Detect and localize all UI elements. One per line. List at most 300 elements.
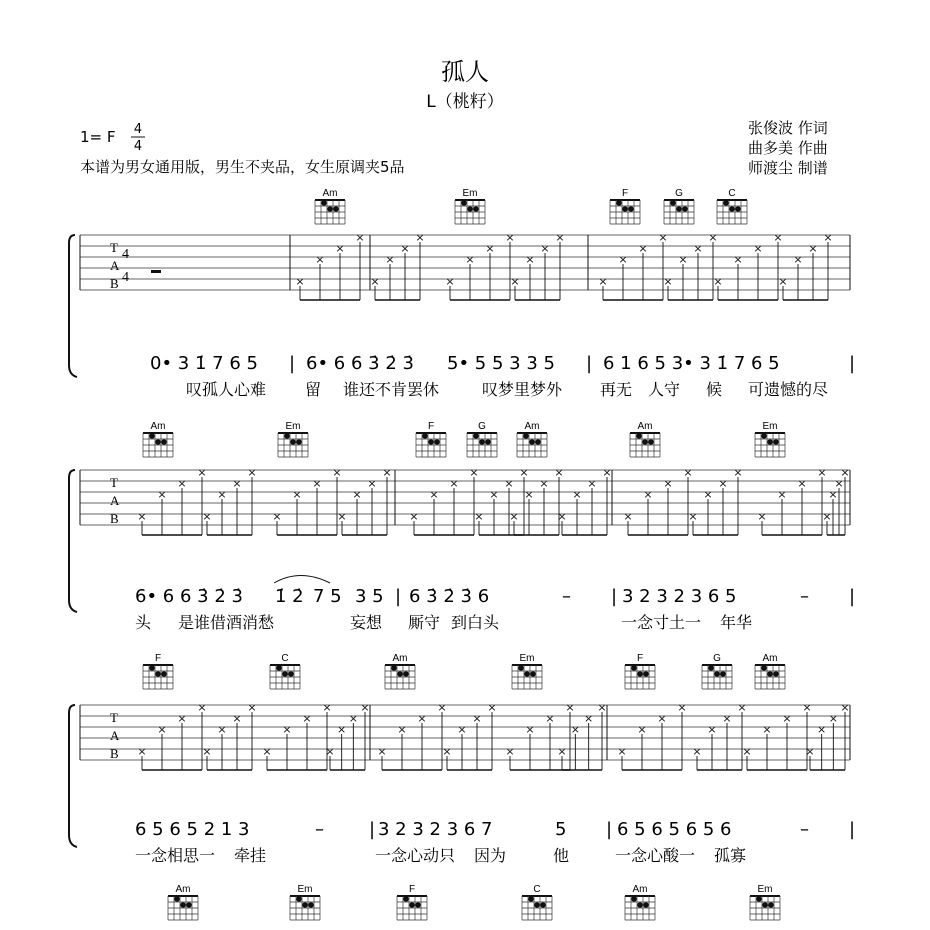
tab-note-x: ×: [554, 466, 564, 479]
chord-finger-dot: [180, 902, 186, 908]
tab-note-x: ×: [409, 510, 419, 523]
tab-clef-t: T: [110, 240, 118, 255]
lyric: 因为: [474, 846, 507, 865]
tab-clef-b: B: [110, 511, 119, 526]
lyric: 一念心动只: [375, 846, 456, 865]
chord-finger-dot: [622, 206, 628, 212]
tab-clef-a: A: [110, 728, 120, 743]
chord-finger-dot: [523, 433, 529, 439]
sustain-dash: –: [315, 819, 324, 840]
chord-finger-dot: [155, 671, 161, 677]
chord-finger-dot: [428, 439, 434, 445]
tab-note-x: ×: [197, 466, 207, 479]
chord-finger-dot: [485, 439, 491, 445]
lyric: 妄想: [350, 613, 383, 632]
tab-note-x: ×: [683, 466, 693, 479]
chord-finger-dot: [186, 902, 192, 908]
chord-finger-dot: [643, 671, 649, 677]
tab-note-x: ×: [449, 477, 459, 490]
tab-note-x: ×: [322, 701, 332, 714]
tab-note-x: ×: [312, 477, 322, 490]
tab-note-x: ×: [545, 712, 555, 725]
chord-finger-dot: [530, 671, 536, 677]
barline: |: [289, 353, 296, 374]
chord-finger-dot: [648, 439, 654, 445]
barline: |: [606, 819, 613, 840]
chord-name: Em: [762, 421, 778, 432]
lyric: 再无: [600, 380, 633, 399]
tab-note-x: ×: [247, 466, 257, 479]
tab-note-x: ×: [157, 488, 167, 501]
chord-finger-dot: [302, 902, 308, 908]
rest-mark: [151, 270, 161, 273]
tab-note-x: ×: [302, 712, 312, 725]
chord-finger-dot: [720, 671, 726, 677]
key-signature: [80, 122, 145, 154]
chord-finger-dot: [735, 206, 741, 212]
tab-note-x: ×: [442, 745, 452, 758]
notation-1b: 6• 6 6 3̇ 2̇ 3̇: [306, 353, 414, 374]
tab-note-x: ×: [352, 488, 362, 501]
tab-note-x: ×: [505, 231, 515, 244]
tab-note-x: ×: [793, 253, 803, 266]
tab-note-x: ×: [524, 488, 534, 501]
barline: |: [849, 819, 856, 840]
system-bracket: [69, 235, 77, 377]
chord-finger-dot: [290, 439, 296, 445]
notation-3a: 6 5 6 5 2 1 3: [135, 819, 250, 840]
tab-note-x: ×: [469, 466, 479, 479]
tab-note-x: ×: [355, 231, 365, 244]
chord-name: Am: [632, 884, 648, 895]
tab-note-x: ×: [617, 745, 627, 758]
chord-name: F: [427, 421, 435, 432]
tab-note-x: ×: [817, 723, 827, 736]
chord-finger-dot: [616, 200, 622, 206]
tab-note-x: ×: [677, 701, 687, 714]
sustain-dash: –: [562, 586, 571, 607]
system-bracket: [69, 705, 77, 847]
tab-note-x: ×: [315, 253, 325, 266]
chord-finger-dot: [415, 902, 421, 908]
tab-note-x: ×: [487, 701, 497, 714]
tab-note-x: ×: [618, 253, 628, 266]
tab-note-x: ×: [742, 745, 752, 758]
chord-finger-dot: [768, 902, 774, 908]
chord-finger-dot: [642, 439, 648, 445]
chord-finger-dot: [670, 200, 676, 206]
notation-2a: 6• 6 6 3̇ 2̇ 3̇: [135, 586, 243, 607]
chord-finger-dot: [155, 439, 161, 445]
notation-1d: 6 1 6 5 3• 3 1̇ 7 6 5: [603, 353, 780, 374]
tab-note-x: ×: [177, 477, 187, 490]
tab-note-x: ×: [519, 466, 529, 479]
tab-note-x: ×: [474, 510, 484, 523]
tab-note-x: ×: [217, 723, 227, 736]
tab-note-x: ×: [437, 701, 447, 714]
chord-name: F: [408, 884, 416, 895]
tab-note-x: ×: [597, 701, 607, 714]
notation-2c: 7 5: [313, 586, 342, 607]
time-numerator: 4: [133, 122, 143, 137]
tab-note-x: ×: [797, 477, 807, 490]
chord-finger-dot: [729, 206, 735, 212]
chord-name: Am: [392, 653, 408, 664]
tab-note-x: ×: [598, 275, 608, 288]
chord-name: Am: [762, 653, 778, 664]
tab-note-x: ×: [539, 477, 549, 490]
system-3: [69, 653, 855, 865]
barline: |: [849, 353, 856, 374]
chord-name: C: [281, 653, 289, 664]
tab-note-x: ×: [445, 275, 455, 288]
lyric: 是谁借酒消愁: [178, 613, 275, 632]
lyric: 一念相思一: [135, 846, 216, 865]
lyric: 孤寡: [714, 846, 747, 865]
tab-note-x: ×: [808, 242, 818, 255]
sustain-dash: –: [800, 819, 809, 840]
lyric: 牵挂: [234, 846, 267, 865]
notation-1a: 0• 3 1̇ 7 6 5: [150, 353, 258, 374]
barline: |: [849, 586, 856, 607]
chord-finger-dot: [761, 665, 767, 671]
tab-note-x: ×: [707, 723, 717, 736]
tab-note-x: ×: [505, 745, 515, 758]
tab-note-x: ×: [137, 745, 147, 758]
tab-note-x: ×: [602, 466, 612, 479]
chord-finger-dot: [714, 671, 720, 677]
chord-name: Am: [150, 421, 166, 432]
tab-note-x: ×: [295, 275, 305, 288]
notation-2b: 1̇ 2̇: [275, 586, 304, 607]
tab-note-x: ×: [232, 477, 242, 490]
tab-clef-a: A: [110, 493, 120, 508]
chord-finger-dot: [524, 671, 530, 677]
tab-note-x: ×: [337, 510, 347, 523]
tab-note-x: ×: [382, 466, 392, 479]
chord-finger-dot: [767, 671, 773, 677]
tab-note-x: ×: [658, 231, 668, 244]
barline: |: [395, 586, 402, 607]
tab-note-x: ×: [472, 712, 482, 725]
tab-note-x: ×: [504, 477, 514, 490]
tab-note-x: ×: [292, 488, 302, 501]
chord-finger-dot: [473, 433, 479, 439]
tab-note-x: ×: [137, 510, 147, 523]
chord-finger-dot: [529, 439, 535, 445]
tab-note-x: ×: [817, 466, 827, 479]
tab-note-x: ×: [525, 253, 535, 266]
tab-note-x: ×: [510, 275, 520, 288]
system-4: [168, 884, 780, 920]
chord-finger-dot: [540, 902, 546, 908]
chord-name: Am: [175, 884, 191, 895]
song-title: 孤人: [441, 58, 489, 86]
tab-note-x: ×: [834, 477, 844, 490]
tab-note-x: ×: [540, 242, 550, 255]
tab-note-x: ×: [272, 510, 282, 523]
chord-finger-dot: [321, 200, 327, 206]
chord-name: Em: [285, 421, 301, 432]
tab-note-x: ×: [823, 231, 833, 244]
tab-note-x: ×: [762, 723, 772, 736]
notation-2e: 6 3̇ 2̇ 3̇ 6: [409, 586, 490, 607]
tab-note-x: ×: [360, 701, 370, 714]
tab-note-x: ×: [489, 488, 499, 501]
chord-finger-dot: [296, 439, 302, 445]
tab-note-x: ×: [782, 712, 792, 725]
chord-finger-dot: [628, 206, 634, 212]
lyric: 可遗憾的尽: [748, 380, 829, 399]
tab-note-x: ×: [828, 712, 838, 725]
tab-note-x: ×: [565, 701, 575, 714]
tab-note-x: ×: [708, 231, 718, 244]
chord-finger-dot: [518, 665, 524, 671]
tab-note-x: ×: [262, 745, 272, 758]
tab-note-x: ×: [485, 242, 495, 255]
chord-finger-dot: [149, 433, 155, 439]
chord-finger-dot: [282, 671, 288, 677]
notation-3d: 6 5 6 5 6 5 6: [617, 819, 732, 840]
tab-note-x: ×: [335, 242, 345, 255]
chord-name: Am: [322, 188, 338, 199]
system-bracket: [69, 470, 77, 612]
chord-finger-dot: [761, 433, 767, 439]
tab-note-x: ×: [623, 510, 633, 523]
notation-2d: 3 5: [355, 586, 384, 607]
chord-finger-dot: [434, 439, 440, 445]
time-denominator: 4: [133, 139, 143, 154]
tab-note-x: ×: [733, 466, 743, 479]
tab-note-x: ×: [202, 745, 212, 758]
tab-note-x: ×: [693, 242, 703, 255]
notation-2f: 3 2 3 2 3 6 5: [622, 586, 737, 607]
lyric: 他: [553, 846, 570, 865]
tab-note-x: ×: [557, 510, 567, 523]
lyric: 头: [135, 613, 152, 632]
credit-arranger: 师渡尘 制谱: [748, 159, 828, 177]
tab-note-x: ×: [587, 477, 597, 490]
tab-note-x: ×: [840, 466, 850, 479]
chord-diagrams-4: [168, 884, 780, 920]
tab-note-x: ×: [637, 723, 647, 736]
lyric: 叹梦里梦外: [482, 380, 563, 399]
lyric: 到白头: [451, 613, 500, 632]
tab-clef-b: B: [110, 746, 119, 761]
tab-note-x: ×: [367, 477, 377, 490]
tab-note-x: ×: [713, 275, 723, 288]
chord-finger-dot: [461, 200, 467, 206]
chord-name: G: [713, 653, 721, 664]
chord-finger-dot: [708, 665, 714, 671]
tab-note-x: ×: [202, 510, 212, 523]
chord-finger-dot: [682, 206, 688, 212]
tie-arc: [274, 576, 330, 584]
chord-finger-dot: [276, 665, 282, 671]
tab-note-x: ×: [348, 712, 358, 725]
chord-finger-dot: [528, 896, 534, 902]
song-artist: L（桃籽）: [426, 92, 504, 112]
chord-finger-dot: [403, 896, 409, 902]
chord-finger-dot: [296, 896, 302, 902]
chord-finger-dot: [773, 671, 779, 677]
chord-finger-dot: [636, 433, 642, 439]
chord-name: Em: [462, 188, 478, 199]
tab-clef-a: A: [110, 258, 120, 273]
tab-note-x: ×: [828, 488, 838, 501]
chord-finger-dot: [637, 902, 643, 908]
chord-name: Em: [297, 884, 313, 895]
lyric: 候: [706, 380, 723, 399]
chord-finger-dot: [409, 902, 415, 908]
tab-note-x: ×: [840, 701, 850, 714]
chord-diagrams-3: [143, 653, 785, 689]
tab-note-x: ×: [555, 231, 565, 244]
tab-note-x: ×: [663, 477, 673, 490]
tab-note-x: ×: [325, 745, 335, 758]
tab-note-x: ×: [638, 242, 648, 255]
tab-note-x: ×: [733, 253, 743, 266]
chord-name: Em: [757, 884, 773, 895]
tab-note-x: ×: [737, 701, 747, 714]
chord-name: C: [533, 884, 541, 895]
chord-finger-dot: [762, 902, 768, 908]
tab-note-x: ×: [678, 253, 688, 266]
tab-note-x: ×: [377, 745, 387, 758]
chord-finger-dot: [288, 671, 294, 677]
tab-note-x: ×: [718, 477, 728, 490]
tab-note-x: ×: [177, 712, 187, 725]
tab-clef-t: T: [110, 475, 118, 490]
chord-finger-dot: [284, 433, 290, 439]
chord-name: Am: [637, 421, 653, 432]
lyric: 人守: [648, 380, 681, 399]
chord-name: C: [728, 188, 736, 199]
lyric: 一念心酸一: [615, 846, 696, 865]
tab-note-x: ×: [157, 723, 167, 736]
chord-name: F: [636, 653, 644, 664]
notation-1c: 5• 5 5 3 3 5: [447, 353, 555, 374]
lyric: 叹孤人心难: [186, 380, 267, 399]
chord-finger-dot: [631, 665, 637, 671]
barline: |: [369, 819, 376, 840]
chord-name: G: [478, 421, 486, 432]
tab-note-x: ×: [663, 275, 673, 288]
notation-3b: 3 2 3 2 3 6 7: [378, 819, 493, 840]
chord-name: G: [675, 188, 683, 199]
lyric: 厮守: [408, 613, 441, 632]
chord-finger-dot: [397, 671, 403, 677]
tab-note-x: ×: [657, 712, 667, 725]
tab-note-x: ×: [757, 510, 767, 523]
tab-note-x: ×: [217, 488, 227, 501]
tab-note-x: ×: [822, 510, 832, 523]
chord-diagrams-2: [143, 421, 785, 457]
chord-finger-dot: [161, 439, 167, 445]
tab-note-x: ×: [703, 488, 713, 501]
notation-3c: 5: [555, 819, 567, 840]
chord-finger-dot: [391, 665, 397, 671]
chord-name: F: [621, 188, 629, 199]
tab-clef-t: T: [110, 710, 118, 725]
tab-note-x: ×: [688, 510, 698, 523]
tab-note-x: ×: [778, 275, 788, 288]
chord-finger-dot: [631, 896, 637, 902]
system-1: [69, 188, 855, 399]
tab-note-x: ×: [692, 745, 702, 758]
tab-note-x: ×: [777, 488, 787, 501]
chord-finger-dot: [773, 439, 779, 445]
tab-note-x: ×: [332, 466, 342, 479]
tab-note-x: ×: [773, 231, 783, 244]
credit-lyricist: 张俊波 作词: [748, 119, 828, 137]
chord-finger-dot: [767, 439, 773, 445]
tab-note-x: ×: [570, 723, 580, 736]
system-2: [69, 421, 855, 632]
tab-note-x: ×: [557, 745, 567, 758]
tab-note-x: ×: [282, 723, 292, 736]
tab-note-x: ×: [802, 701, 812, 714]
tab-note-x: ×: [337, 723, 347, 736]
tab-note-x: ×: [197, 701, 207, 714]
tab-note-x: ×: [385, 253, 395, 266]
chord-finger-dot: [676, 206, 682, 212]
chord-finger-dot: [161, 671, 167, 677]
tab-note-x: ×: [465, 253, 475, 266]
chord-finger-dot: [422, 433, 428, 439]
chord-finger-dot: [149, 665, 155, 671]
chord-finger-dot: [756, 896, 762, 902]
chord-finger-dot: [174, 896, 180, 902]
chord-finger-dot: [643, 902, 649, 908]
chord-finger-dot: [534, 902, 540, 908]
capo-note: 本谱为男女通用版，男生不夹品，女生原调夹5品: [80, 158, 405, 176]
key-label: 1= F: [80, 128, 116, 146]
credit-composer: 曲多美 作曲: [748, 139, 828, 157]
barline: |: [611, 586, 618, 607]
tab-note-x: ×: [805, 745, 815, 758]
tab-note-x: ×: [232, 712, 242, 725]
tab-note-x: ×: [584, 712, 594, 725]
tab-note-x: ×: [572, 488, 582, 501]
tab-note-x: ×: [753, 242, 763, 255]
chord-finger-dot: [535, 439, 541, 445]
tab-note-x: ×: [247, 701, 257, 714]
chord-name: F: [154, 653, 162, 664]
lyric: 谁还不肯罢休: [343, 380, 440, 399]
tab-note-x: ×: [370, 275, 380, 288]
barline: |: [586, 353, 593, 374]
chord-name: Em: [519, 653, 535, 664]
tab-note-x: ×: [397, 723, 407, 736]
tab-note-x: ×: [417, 712, 427, 725]
chord-name: Am: [524, 421, 540, 432]
lyric: 一念寸土一: [621, 613, 702, 632]
tab-note-x: ×: [525, 723, 535, 736]
tab-note-x: ×: [722, 712, 732, 725]
chord-diagrams-1: [315, 188, 747, 224]
chord-finger-dot: [467, 206, 473, 212]
chord-finger-dot: [723, 200, 729, 206]
chord-finger-dot: [637, 671, 643, 677]
tab-time-den: 4: [122, 270, 129, 285]
tab-note-x: ×: [415, 231, 425, 244]
lyric: 年华: [720, 613, 753, 632]
chord-finger-dot: [327, 206, 333, 212]
chord-finger-dot: [308, 902, 314, 908]
chord-finger-dot: [333, 206, 339, 212]
lyric: 留: [305, 380, 322, 399]
